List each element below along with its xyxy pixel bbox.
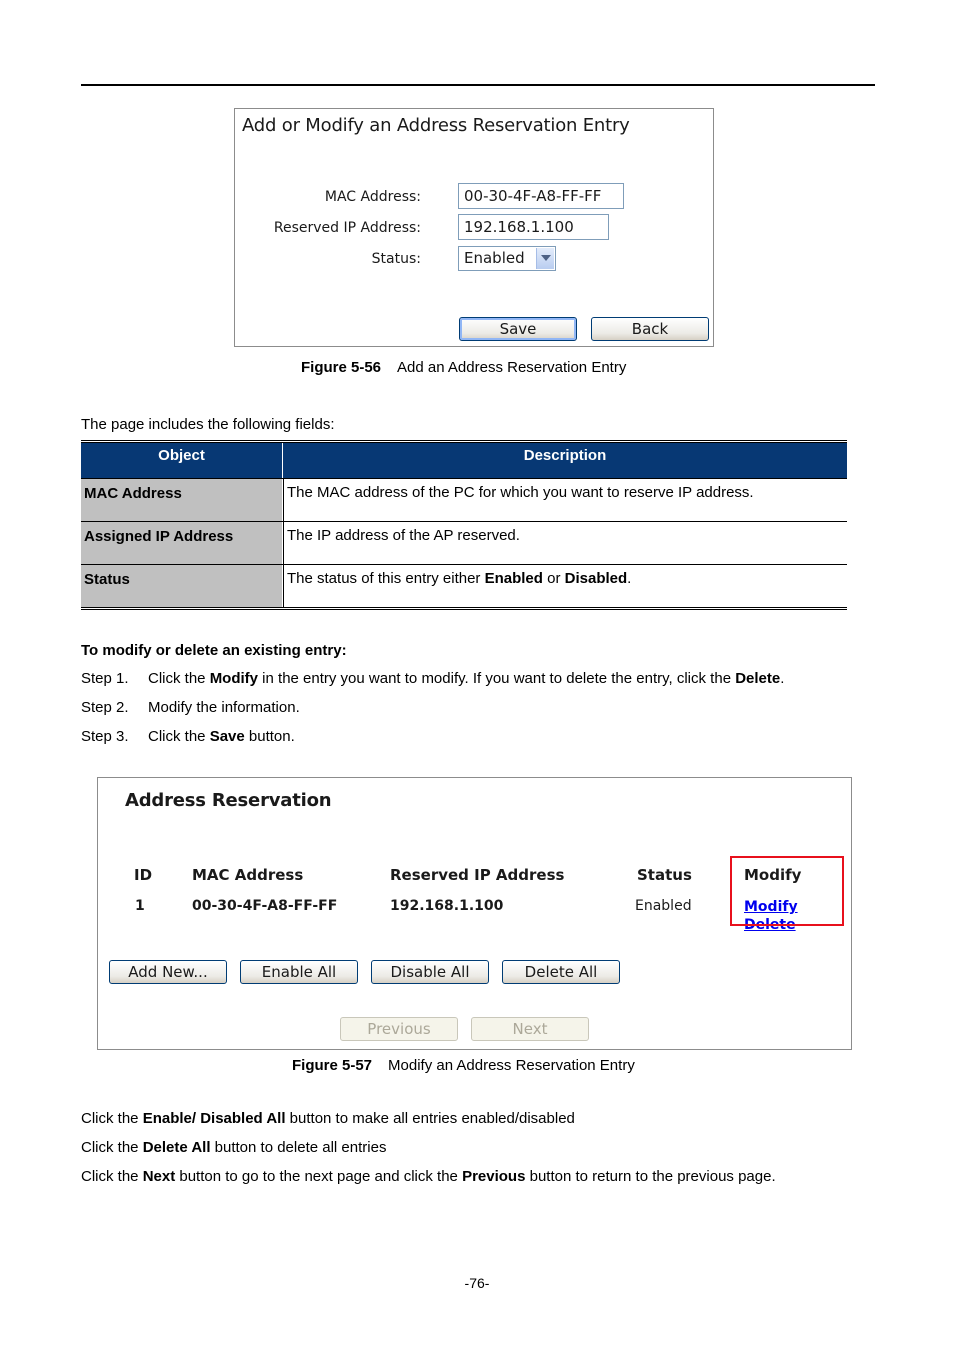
previous-button[interactable]: Previous [340, 1017, 458, 1041]
chevron-down-icon[interactable] [536, 248, 554, 269]
reserved-ip-input[interactable]: 192.168.1.100 [458, 214, 609, 240]
row-ip: 192.168.1.100 [390, 898, 504, 914]
closing-line-3: Click the Next button to go to the next page and click the Previous button to return to the previous page. [81, 1168, 776, 1185]
row-id: 1 [135, 898, 145, 914]
save-button[interactable]: Save [459, 317, 577, 341]
row-object: Assigned IP Address [81, 522, 282, 564]
step-2: Step 2. Modify the information. [81, 699, 300, 716]
modify-link[interactable]: Modify [744, 899, 798, 915]
row-description: The MAC address of the PC for which you want to reserve IP address. [283, 479, 847, 521]
delete-link[interactable]: Delete [744, 917, 796, 933]
row-mac: 00-30-4F-A8-FF-FF [192, 898, 338, 914]
back-button[interactable]: Back [591, 317, 709, 341]
status-select-value: Enabled [464, 249, 525, 267]
status-select[interactable] [458, 246, 556, 271]
column-status: Status [637, 866, 692, 884]
disable-all-button[interactable]: Disable All [371, 960, 489, 984]
step-1: Step 1. Click the Modify in the entry you want to modify. If you want to delete the entry, click the Delete. [81, 670, 785, 687]
closing-line-1: Click the Enable/ Disabled All button to make all entries enabled/disabled [81, 1110, 575, 1127]
row-status: Enabled [635, 898, 692, 914]
caption-number: Figure 5-56 [301, 359, 382, 376]
column-modify: Modify [744, 866, 802, 884]
caption-number: Figure 5-57 [292, 1057, 373, 1074]
column-mac-address: MAC Address [192, 866, 304, 884]
row-description: The status of this entry either Enabled or Disabled. [283, 565, 847, 607]
figure-57-caption [292, 1057, 635, 1074]
table-row [81, 521, 847, 564]
status-label: Status: [371, 251, 421, 267]
figure-56-caption [301, 359, 626, 376]
column-id: ID [134, 866, 153, 884]
closing-line-2: Click the Delete All button to delete all entries [81, 1139, 387, 1156]
row-description: The IP address of the AP reserved. [283, 522, 847, 564]
row-object: Status [81, 565, 282, 607]
fields-table [81, 440, 847, 610]
enable-all-button[interactable]: Enable All [240, 960, 358, 984]
table-header [81, 443, 847, 478]
modify-heading: To modify or delete an existing entry: [81, 642, 347, 659]
row-object: MAC Address [81, 479, 282, 521]
caption-text: Add an Address Reservation Entry [397, 359, 627, 376]
add-reservation-panel [234, 108, 714, 347]
header-rule [81, 84, 875, 86]
address-reservation-panel [97, 777, 852, 1050]
mac-address-label: MAC Address: [324, 189, 421, 205]
header-description: Description [523, 447, 607, 464]
column-reserved-ip: Reserved IP Address [390, 866, 565, 884]
caption-text: Modify an Address Reservation Entry [388, 1057, 635, 1074]
intro-text: The page includes the following fields: [81, 416, 335, 433]
mac-address-input[interactable]: 00-30-4F-A8-FF-FF [458, 183, 624, 209]
table-row [81, 478, 847, 521]
delete-all-button[interactable]: Delete All [502, 960, 620, 984]
header-object: Object [158, 447, 205, 464]
reserved-ip-label: Reserved IP Address: [273, 220, 421, 236]
highlight-box [730, 856, 844, 926]
step-3: Step 3. Click the Save button. [81, 728, 295, 745]
page-number: -76- [464, 1275, 490, 1291]
panel-title: Address Reservation [125, 790, 332, 811]
table-row [81, 564, 847, 607]
add-new-button[interactable]: Add New... [109, 960, 227, 984]
next-button[interactable]: Next [471, 1017, 589, 1041]
panel-title: Add or Modify an Address Reservation Entry [242, 115, 630, 136]
